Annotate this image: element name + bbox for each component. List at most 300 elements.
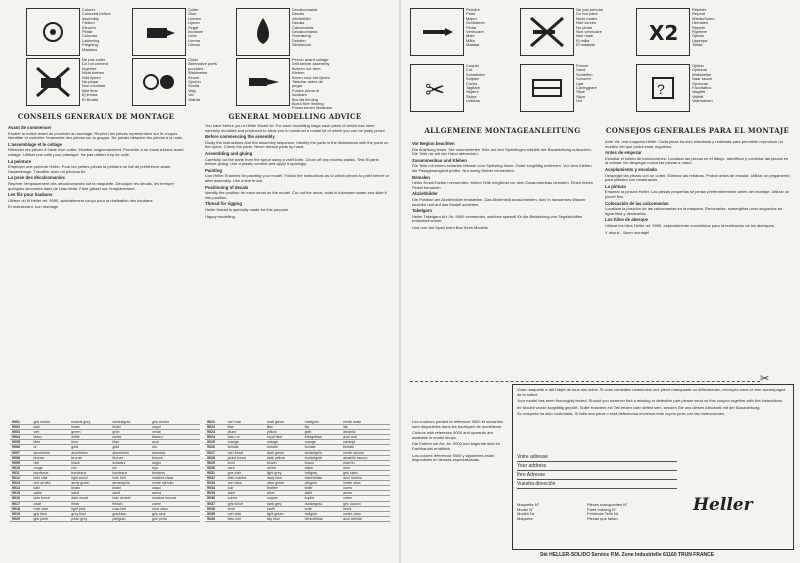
icon-caption-line: Alternative parts provided (188, 61, 217, 71)
paint-name: jaune foncé (226, 455, 265, 460)
icon-caption-line: Ikke lime (82, 87, 98, 93)
paint-name: erde (303, 506, 342, 511)
icon-caption-line: Decalcomanie (292, 7, 318, 12)
icon-caption (466, 8, 506, 48)
paint-number: 9003 (10, 430, 31, 435)
icon-caption-line: Sand (576, 67, 586, 73)
option-icon (636, 64, 690, 112)
icon-caption-line: Borra före limning (292, 101, 324, 107)
paint-name: lila (303, 425, 342, 430)
paint-name: bois clair (31, 476, 69, 481)
section-text: Die Anleitung lesen. Die nummerierten Teile auf den Spritzlingen mithilfe der Bauanleitung aufsuchen. Die Teile nie mit der Hand abbrechen. (412, 146, 592, 157)
paint-name: lilas (226, 425, 265, 430)
paint-name: tomate (303, 445, 342, 450)
icon-caption-line: Limma (188, 37, 201, 43)
paint-number: 9037 (205, 501, 226, 506)
icon-caption-line: No pintar (576, 24, 593, 30)
coupon-box (512, 384, 794, 550)
icon-caption-line: Ej limma (82, 92, 98, 98)
paint-number: 9011 (10, 470, 31, 475)
paint-name: mattgrün (303, 420, 342, 425)
paint-number: 9031 (205, 470, 226, 475)
icon-caption-line: Opcional (692, 80, 708, 86)
paint-name: azul celeste (341, 516, 390, 521)
icon-caption (466, 64, 506, 104)
icon-caption-line: Slipe (576, 89, 585, 95)
paint-name: vert olive (226, 481, 265, 486)
paint-name: white (69, 435, 110, 440)
en-text-column (205, 124, 390, 414)
address-form[interactable] (517, 453, 677, 489)
paint-name: light pink (69, 506, 110, 511)
paint-name: weiss (110, 435, 150, 440)
paint-name: holz hell (110, 476, 150, 481)
icon-caption-line: Colorer (82, 7, 96, 12)
paint-name: neutral grey (69, 420, 110, 425)
section-heading: Positioning of decals (205, 184, 249, 190)
paint-name: aluminium (31, 450, 69, 455)
address-line-field[interactable]: Your address (517, 462, 677, 471)
paint-brush-icon (410, 8, 464, 56)
paint-name: acero (341, 491, 390, 496)
icon-caption-line: Calcomania (292, 24, 314, 30)
paint-name: flesh (69, 501, 110, 506)
paint-number: 9004 (10, 435, 31, 440)
paint-name: amarillo oscuro (341, 455, 390, 460)
icon-caption-line: Do not paint (576, 11, 598, 17)
paint-number: 9021 (205, 420, 226, 425)
paint-name: bordeaux (31, 470, 69, 475)
paint-name: dark green (265, 450, 303, 455)
paint-name: light wood (69, 476, 110, 481)
icon-caption-line: Repetir (692, 24, 705, 30)
icon-caption-line: Maalaa (466, 42, 480, 48)
icon-caption-line: Dekaler (292, 37, 306, 43)
paint-name: pearl grey (69, 516, 110, 521)
paint-number: 9025 (205, 440, 226, 445)
paint-number: 9034 (205, 486, 226, 491)
coupon-paragraph: Your model has been thoroughly tested. Should you however find a missing or defective part please send us this coupon together with the instructions. (517, 398, 784, 404)
paint-row (10, 516, 200, 521)
closing-text: Happy modelling (205, 213, 235, 219)
icon-caption (692, 64, 732, 104)
section-text: Utilizar los hilos Heller ref. 9090, especialmente concebidos para la realización de los aberques. (605, 222, 775, 228)
icon-caption (692, 8, 732, 48)
paint-name: himmelblau (303, 516, 342, 521)
paint-name: oro (150, 445, 200, 450)
paint-name: blue (69, 440, 110, 445)
icon-caption-line: Valinnainen (692, 98, 713, 104)
paint-name: bronze (110, 455, 150, 460)
icon-caption-line: Färgning (82, 42, 98, 48)
paint-number: 9038 (205, 506, 226, 511)
fr-text-column (8, 124, 190, 414)
paint-name: navy blue (265, 476, 303, 481)
icon-caption-line: Optional (692, 67, 707, 73)
paint-number: 9015 (10, 491, 31, 496)
section-heading: Bemalen (412, 174, 430, 180)
address-line-field[interactable]: Vuestra dirección (517, 480, 677, 489)
icon-caption-line: Herhalen (692, 20, 709, 26)
paint-name: grün (110, 430, 150, 435)
paint-name: holz dunkel (110, 496, 150, 501)
paint-number: 9039 (205, 511, 226, 516)
paint-number: 9020 (10, 516, 31, 521)
paint-name: madera oscura (150, 496, 200, 501)
paint-name: kupfer (303, 496, 342, 501)
icon-caption-line: Schneiden (466, 71, 485, 77)
paint-name: light green (265, 511, 303, 516)
paint-name: matt green (265, 420, 303, 425)
section-heading: Takelgarn (412, 208, 432, 214)
paint-name: blanco (150, 435, 200, 440)
paint-number: 9030 (205, 465, 226, 470)
paint-number: 9023 (205, 430, 226, 435)
icon-caption-line: Keuze (188, 74, 200, 80)
icon-caption-line: Ei maalata (576, 42, 595, 48)
icon-caption-line: Carteggiare (576, 85, 597, 91)
icon-caption-line: Répéter (692, 7, 707, 12)
paint-name: verde oscuro (341, 450, 390, 455)
address-line-field[interactable]: Ihre Adresse (517, 471, 677, 480)
section-text: Localizar la posición de las calcomanías en la maqueta. Recortarlas, sumergirlas unos segundos en agua tibia y deslizarlas. (605, 206, 783, 216)
paint-name: tomate (341, 445, 390, 450)
paint-name: dunkelgrün (303, 450, 342, 455)
paint-name: verde mate (341, 420, 390, 425)
icon-caption-line: Naar keuze (692, 76, 713, 82)
paint-name: leder (303, 486, 342, 491)
paint-name: madera clara (150, 476, 200, 481)
icon-caption-line: Taladrar antes de pegar (292, 79, 323, 89)
paint-name: marrón (341, 460, 390, 465)
section-heading: Acoplamiento y encolado (605, 166, 658, 172)
paint-number: 9009 (10, 460, 31, 465)
paint-name: rose clair (31, 506, 69, 511)
paint-name: bronze (69, 455, 110, 460)
paint-name: gris neutro (150, 420, 200, 425)
paint-number: 9016 (10, 496, 31, 501)
icon-caption-line: Maalaus (82, 46, 98, 52)
de-title: ALLGEMEINE MONTAGEANLEITUNG (424, 126, 581, 135)
icon-caption-line: Valg (188, 87, 196, 93)
section-text: Study the instructions and the assembly sequence. Identify the parts in the illustrations with the parts on the sprue. Check the parts. Never detach parts by hand. (205, 139, 389, 150)
fr-title: CONSEILS GENERAUX DE MONTAGE (17, 112, 175, 121)
icon-caption-line: Ei liimata (82, 96, 99, 102)
icon-caption-line: Upprepa (692, 37, 708, 43)
paint-name: perlgrau (110, 516, 150, 521)
paint-name: hellgrau (303, 470, 342, 475)
paint-name: azul (150, 440, 200, 445)
icon-caption-line: Male (466, 33, 475, 39)
paint-name: rouge (31, 465, 69, 470)
paint-name: lilac (265, 425, 303, 430)
paint-number: 9040 (205, 516, 226, 521)
paint-name: stahl (303, 491, 342, 496)
icon-caption-line: Wahlweise (188, 70, 208, 76)
icon-caption-line: Pintar (466, 24, 477, 30)
paint-name: orange (265, 440, 303, 445)
es-title: CONSEJOS GENERALES PARA EL MONTAJE (605, 126, 790, 135)
note-text: Colours with reference 9000 and upwards are available in model shops. (412, 430, 493, 440)
icon-caption-line: Lime (188, 33, 197, 39)
paint-name: khaki (69, 425, 110, 430)
note-text: Los colores referencia 9000 y siguientes están disponibles en tiendas especializadas. (412, 452, 495, 463)
paint-name: black (69, 460, 110, 465)
paint-name: ochre (265, 465, 303, 470)
paint-name: marineblau (303, 476, 342, 481)
paint-name: rosa hell (110, 506, 150, 511)
paint-name: königsblau (303, 435, 342, 440)
paint-number: 9035 (205, 491, 226, 496)
paint-name: braun (303, 460, 342, 465)
paint-name: schwarz (110, 460, 150, 465)
paint-name: rojo (150, 465, 200, 470)
icon-caption-line: Färben (82, 20, 95, 26)
paint-table-1 (10, 420, 200, 522)
paint-number: 9033 (205, 481, 226, 486)
paint-name: sable (31, 491, 69, 496)
section-heading: L'assemblage et le collage (8, 141, 63, 147)
section-text: Ante Vd. una maqueta Heller. Cada pieza ha sido estudiada y realizada para permitirle reproducir un modelo del que podrá estar orgulloso. (605, 140, 783, 149)
paint-name: khaki (110, 425, 150, 430)
paint-name: bordeaux (110, 470, 150, 475)
svg-text:✂: ✂ (425, 77, 446, 104)
paint-name: verde (150, 430, 200, 435)
icon-caption (82, 58, 122, 102)
paint-number: 9008 (10, 455, 31, 460)
paint-name: light grey (265, 470, 303, 475)
paint-name: gris perle (31, 516, 69, 521)
section-heading: Avant de commencer (8, 125, 52, 130)
icon-caption-line: Malen (466, 15, 477, 21)
icon-caption-line: Abziehbild (292, 15, 311, 21)
address-line-field[interactable]: Votre adresse (517, 453, 677, 462)
model-number-label: Maquette N° (517, 502, 540, 507)
icon-caption-line: Decals (292, 20, 305, 26)
paint-number: 9010 (10, 465, 31, 470)
right-page (400, 0, 800, 563)
paint-name: khaki (69, 486, 110, 491)
icon-caption-line: Niet verven (576, 20, 597, 26)
paint-name: ocker (303, 465, 342, 470)
paint-name: sand (110, 491, 150, 496)
section-text: Employer une peinture Heller. Pour les petites pièces la peinture se fait de préférence avant l'assemblage. Travailler avec un pinceau fin. (8, 164, 171, 174)
icon-caption-line: Glue (188, 11, 197, 17)
coupon-paragraph: Votre maquette a fait l'objet de tous nos soins. Si vous constatez néanmoins une pièce manquante ou défectueuse, renvoyez-nous ce bon accompagné de la notice. (517, 388, 786, 397)
icon-caption (188, 8, 228, 48)
icon-caption-line: Peindre (466, 7, 480, 12)
paint-name: hellgrün (303, 511, 342, 516)
paint-row (205, 516, 390, 521)
icon-caption-line: Non incollare (82, 83, 106, 89)
paint-number: 9026 (205, 445, 226, 450)
icon-caption-line: Snijden (466, 76, 480, 82)
icon-caption-line: Ikke male (576, 33, 594, 39)
paint-number: 9027 (205, 450, 226, 455)
closing-text: Und nun viel Spaß beim Bau Ihres Modells (412, 224, 488, 230)
section-text: Die Teile mit einem scharfen Messer vom Spritzling lösen. Grate sorgfältig entfernen. Vor dem Kleben die Passgenauigkeit prüfen. Nur wenig Kleber verwenden. (412, 163, 592, 173)
section-text: Heller Takelgarn Art.-Nr. 9090 verwenden, welches speziell für die Betakelung von Segelschiffen entwickelt wurde. (412, 213, 583, 224)
paint-name: bordeaux (69, 470, 110, 475)
paint-name: vert clair (226, 511, 265, 516)
icon-caption-line: Non verniciare (576, 29, 602, 35)
paint-name: bleu roi (226, 435, 265, 440)
paint-name: jaune (226, 430, 265, 435)
paint-name: gris bleu (31, 511, 69, 516)
closing-text: Et maintenant, bon montage (8, 204, 59, 210)
cut-line (410, 381, 760, 382)
paint-number: 9024 (205, 435, 226, 440)
paint-name: sky blue (265, 516, 303, 521)
drill-icon (236, 58, 290, 106)
icon-caption-line: Pegar (188, 24, 199, 30)
icon-caption-line: Incollare (188, 29, 204, 35)
paint-name: amarillo (341, 430, 390, 435)
paint-name: yellow (265, 430, 303, 435)
paint-name: rot (110, 465, 150, 470)
paint-name: green (69, 430, 110, 435)
paint-number: 9014 (10, 486, 31, 491)
paint-name: noir (31, 460, 69, 465)
section-heading: Los hilos de aberque (605, 217, 648, 223)
icon-caption-line: Cortar (466, 80, 478, 86)
icon-caption (82, 8, 122, 52)
paint-name: vert mat (226, 420, 265, 425)
paint-name: bois foncé (31, 496, 69, 501)
paint-name: grey blue (69, 511, 110, 516)
icon-caption-line: Do not cement together (82, 61, 109, 71)
paint-number: 9007 (10, 450, 31, 455)
paint-name: neutralgrau (110, 420, 150, 425)
paint-name: orange (226, 440, 265, 445)
paint-name: vert foncé (226, 450, 265, 455)
icon-caption-line: Drill before assembly (292, 61, 330, 67)
paint-name: armeegrün (110, 481, 150, 486)
paint-name: bleu marine (226, 476, 265, 481)
paint-number: 9019 (10, 511, 31, 516)
paint-name: tomato (265, 445, 303, 450)
section-text: Heller thread is specially made for this purpose. (205, 206, 290, 212)
paint-name: aluminium (69, 450, 110, 455)
icon-caption-line: Bohren vor dem Kleben (292, 65, 321, 76)
icon-caption-line: Colorare (82, 33, 98, 39)
icon-caption-line: No pegar (82, 79, 99, 85)
icon-caption-line: Ne pas coller (82, 57, 106, 62)
parts-form[interactable] (517, 503, 677, 521)
icon-caption-line: Valfritt (692, 93, 704, 99)
paint-number: 9032 (205, 476, 226, 481)
coupon-paragraph: Su maqueta ha sido controlada. Si falta una pieza o está defectuosa envíenos este cupón junto con las instrucciones. (517, 411, 726, 417)
paint-name: verde ejército (150, 481, 200, 486)
paint-name: earth (265, 506, 303, 511)
icon-caption-line: Wahlweise (692, 71, 712, 77)
model-number-label: Maqueta (517, 515, 533, 521)
paint-name: fleisch (110, 501, 150, 506)
icon-caption-line: Boren voor het lijmen (292, 74, 330, 80)
paint-name: aluminium (110, 450, 150, 455)
paint-name: sand (69, 491, 110, 496)
icon-caption-line: Toista (692, 42, 703, 48)
paint-name: ocre (226, 465, 265, 470)
paint-name: bronze (31, 455, 69, 460)
icon-caption-line: Verniciare (466, 29, 484, 35)
icon-caption-line: Slipa (576, 93, 585, 99)
section-text: Détacher les pièces à l'aide d'un cutter. Ebarber soigneusement. Procéder à un essai à blanc avant collage. Utiliser une colle pour plastique. Ne pas utiliser trop de colle. (8, 147, 184, 157)
paint-number: 9005 (10, 440, 31, 445)
section-heading: La pose des décalcomanies (8, 175, 65, 181)
paint-name: tomate (226, 445, 265, 450)
section-heading: Painting (205, 167, 222, 173)
icon-caption-line: Ne pas peindre (576, 7, 604, 12)
scissors-icon: ✂ (760, 373, 770, 385)
paint-name: cuivre (226, 496, 265, 501)
icon-caption-line: Val (188, 92, 194, 98)
paint-name: azul real (341, 435, 390, 440)
icon-caption-line: Facoltativo (692, 85, 712, 91)
paint-table-2 (205, 420, 390, 522)
paint-name: graublau (110, 511, 150, 516)
paint-number: 9017 (10, 501, 31, 506)
icon-caption-line: Valgfritt (692, 89, 706, 95)
paint-name: tierra (341, 506, 390, 511)
paint-name: brun (226, 460, 265, 465)
paint-name: dunkelgelb (303, 455, 342, 460)
icon-caption-line: Lakkering (82, 37, 100, 43)
paint-name: bleu ciel (226, 516, 265, 521)
paint-name: dark yellow (265, 455, 303, 460)
icon-caption-line: Pintar (82, 29, 93, 35)
company-address: Sté HELLER-SOLIDO Service P.M. Zone Industrielle 61160 TRUN FRANCE (540, 552, 715, 558)
paint-number: 9013 (10, 481, 31, 486)
icon-caption-line: Wiederholen (692, 15, 715, 21)
icon-caption-line: Choix (188, 57, 199, 62)
paint-name: army green (69, 481, 110, 486)
paint-name: azul marino (341, 476, 390, 481)
no-glue-icon (26, 58, 80, 106)
paint-number: 9018 (10, 506, 31, 511)
paint-name: or (31, 445, 69, 450)
icon-caption-line: Percer avant collage (292, 57, 329, 62)
icon-caption-line: Skära (466, 93, 477, 99)
section-text: Identify the position for each decal on the model. Cut out the decal, soak in lukewarm water and slide it into position. (205, 190, 387, 200)
icon-caption-line: Valinta (188, 96, 200, 102)
paint-name: blanc (31, 435, 69, 440)
paint-name: rosa claro (150, 506, 200, 511)
cut-icon (410, 64, 464, 112)
icon-caption-line: Poraa ennen liimausta (292, 105, 332, 111)
paint-name: orange (303, 440, 342, 445)
paint-name: leather (265, 486, 303, 491)
paint-name: olivgrün (303, 481, 342, 486)
icon-caption-line: Couper (466, 63, 480, 68)
choice-icon (132, 58, 186, 106)
cement-drop-icon (236, 8, 290, 56)
paint-name: lila (341, 425, 390, 430)
section-heading: Zusammenbau und Kleben (412, 157, 467, 163)
paint-availability-notes (412, 420, 507, 550)
icon-caption-line: Ripetere (692, 29, 708, 35)
paint-name: olive green (265, 481, 303, 486)
paint-name: naranja (341, 440, 390, 445)
paint-name: ocre (341, 465, 390, 470)
paint-name: cuero (341, 486, 390, 491)
icon-caption-line: Lijmen (188, 20, 200, 26)
paint-name: gris oscuro (341, 501, 390, 506)
paint-number: 9028 (205, 455, 226, 460)
paint-name: gris azul (150, 511, 200, 516)
paint-name: gold (110, 445, 150, 450)
parts-form-row[interactable] (517, 517, 677, 522)
